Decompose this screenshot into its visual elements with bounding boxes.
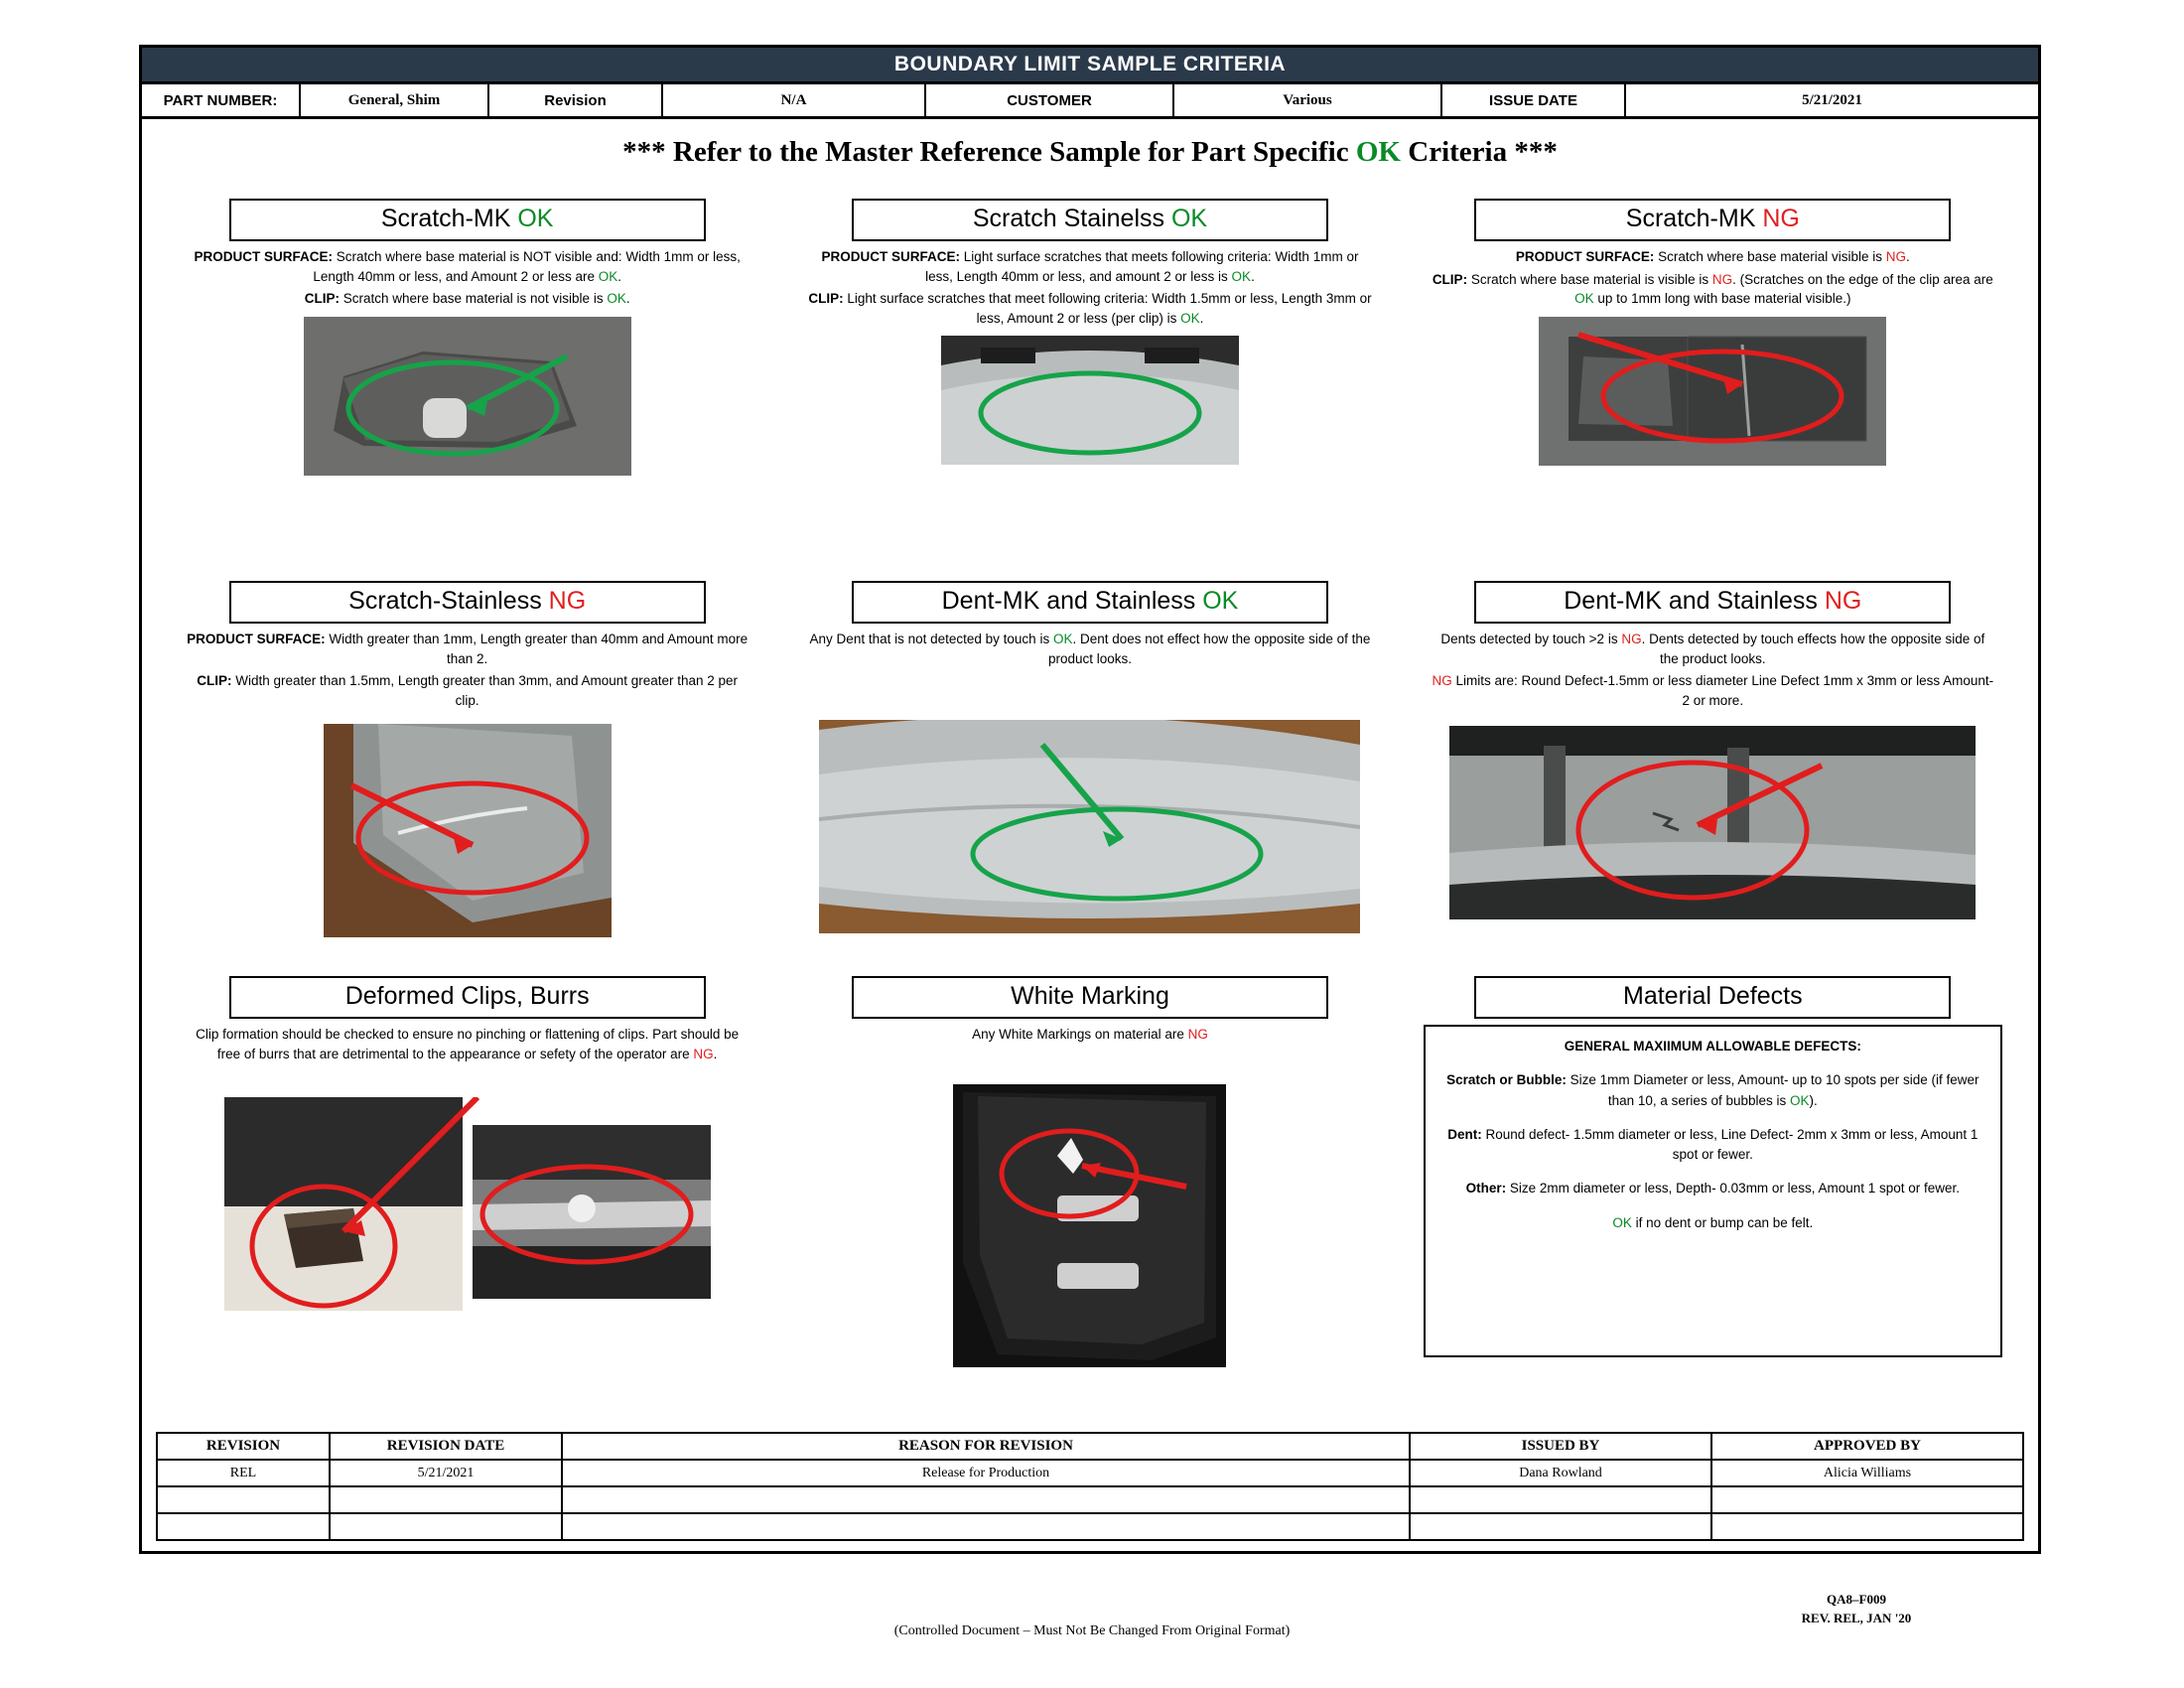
cell-issued-by [1410,1513,1711,1540]
photo-graphic [1449,726,1976,919]
panel-title [852,976,1328,1019]
panel-body [168,1025,766,1063]
criteria-line: Clip formation should be checked to ensure no pinching or flattening of clips. Part should be free of burrs that are detrimental to the appearance or sefety of the operator are NG. [196,1027,740,1061]
sample-photo-pair [224,1097,711,1311]
sample-photo [304,317,631,476]
master-reference-note [142,119,2038,183]
panel-title-status: OK [517,205,554,232]
criteria-line: Any White Markings on material are NG [972,1027,1208,1042]
panel-scratch-stainless-ng [156,581,778,976]
panel-title-status: NG [1824,587,1862,615]
part-number-value: General, Shim [301,84,489,116]
panel-title-status: NG [1762,205,1800,232]
panel-title [1474,976,1951,1019]
cell-revision [157,1513,330,1540]
header-info-row [142,84,2038,119]
table-row [157,1513,2023,1540]
form-number: QA8–F009 [1827,1592,1886,1607]
col-header-approved-by: APPROVED BY [1711,1433,2023,1460]
panel-deformed-clips-burrs [156,976,778,1413]
photo-graphic [938,1084,1241,1367]
panel-body [168,247,766,309]
material-defect-item: Other: Size 2mm diameter or less, Depth- 0.03mm or less, Amount 1 spot or fewer. [1465,1181,1961,1196]
panel-title [229,976,706,1019]
master-note-ok: OK [1355,136,1401,168]
photo-graphic [819,720,1360,933]
sample-photo [1539,317,1886,466]
master-note-post: Criteria *** [1401,136,1558,168]
criteria-line: PRODUCT SURFACE: Scratch where base material is NOT visible and: Width 1mm or less, Length 40mm or less, and Amount 2 or less are OK. [194,249,741,284]
material-defect-item: OK if no dent or bump can be felt. [1612,1214,1814,1230]
cell-revision: REL [157,1460,330,1486]
col-header-reason: REASON FOR REVISION [562,1433,1410,1460]
criteria-line: PRODUCT SURFACE: Scratch where base material visible is NG. [1515,249,1910,264]
material-defects-box [1424,1025,2002,1357]
panel-scratch-mk-ng [1402,199,2024,581]
material-defect-item: Dent: Round defect- 1.5mm diameter or less, Line Defect- 2mm x 3mm or less, Amount 1 spot or fewer. [1447,1126,1979,1162]
criteria-line: CLIP: Light surface scratches that meet following criteria: Width 1.5mm or less, Length 3mm or less, Amount 2 or less (per clip) is OK. [808,291,1372,326]
cell-reason [562,1486,1410,1513]
panel-title-status: OK [1170,205,1208,232]
sample-photo [941,336,1239,465]
panel-title-text: Dent-MK and Stainless [941,587,1203,615]
panel-title-text: Deformed Clips, Burrs [344,982,590,1010]
cell-issued-by: Dana Rowland [1410,1460,1711,1486]
cell-issued-by [1410,1486,1711,1513]
footer-form-info [1688,1591,2025,1628]
revision-label: Revision [489,84,663,116]
material-defect-item: Scratch or Bubble: Size 1mm Diameter or less, Amount- up to 10 spots per side (if fewer than 10, a series of bubbles is OK). [1446,1072,1979,1108]
col-header-issued-by: ISSUED BY [1410,1433,1711,1460]
customer-value: Various [1174,84,1442,116]
col-header-revision-date: REVISION DATE [330,1433,562,1460]
panel-title [1474,199,1951,241]
cell-revision-date: 5/21/2021 [330,1460,562,1486]
criteria-line: CLIP: Scratch where base material is visible is NG. (Scratches on the edge of the clip area are OK up to 1mm long with base material visible.) [1432,271,1993,307]
panel-material-defects [1402,976,2024,1413]
criteria-sheet [139,45,2041,1554]
issue-date-value: 5/21/2021 [1802,91,1862,108]
criteria-line: Dents detected by touch >2 is NG. Dents detected by touch effects how the opposite side of the product looks. [1440,632,1985,666]
customer-label: CUSTOMER [926,84,1174,116]
document-title-bar [142,48,2038,84]
photo-graphic [1539,317,1886,466]
table-row [157,1460,2023,1486]
material-defects-heading: GENERAL MAXIIMUM ALLOWABLE DEFECTS: [1564,1039,1861,1054]
part-number-label: PART NUMBER: [142,84,301,116]
panel-title [1474,581,1951,624]
criteria-line: CLIP: Scratch where base material is not visible is OK. [304,291,630,307]
table-row [157,1486,2023,1513]
photo-graphic [304,317,631,476]
criteria-line: Any Dent that is not detected by touch is OK. Dent does not effect how the opposite side of the product looks. [809,632,1371,666]
cell-approved-by: Alicia Williams [1711,1460,2023,1486]
photo-graphic [224,1097,711,1311]
cell-approved-by [1711,1513,2023,1540]
cell-revision [157,1486,330,1513]
col-header-revision: REVISION [157,1433,330,1460]
panel-body [790,630,1389,668]
panel-title-status: NG [548,587,587,615]
panel-title-text: Scratch-Stainless [348,587,549,615]
panel-title-text: Dent-MK and Stainless [1564,587,1825,615]
form-revision: REV. REL, JAN '20 [1801,1610,1912,1625]
panel-body [1414,247,2012,309]
panel-title-text: Scratch Stainelss [972,205,1171,232]
document-title: BOUNDARY LIMIT SAMPLE CRITERIA [893,53,1287,75]
criteria-line: PRODUCT SURFACE: Light surface scratches that meets following criteria: Width 1mm or less, Length 40mm or less, and amount 2 or less is OK. [821,249,1359,284]
panel-title [229,581,706,624]
issue-date-label: ISSUE DATE [1442,84,1626,116]
cell-reason: Release for Production [562,1460,1410,1486]
panel-body [790,1025,1389,1045]
cell-revision-date [330,1486,562,1513]
panel-body [790,247,1389,328]
sample-photo [819,720,1360,933]
panel-title-text: Scratch-MK [1625,205,1763,232]
criteria-line: NG Limits are: Round Defect-1.5mm or less diameter Line Defect 1mm x 3mm or less Amount- 2 or more. [1432,673,1994,708]
footer-controlled-document-note: (Controlled Document – Must Not Be Changed From Original Format) [893,1623,1291,1638]
panel-white-marking [778,976,1401,1413]
panel-title [852,199,1328,241]
table-header-row [157,1433,2023,1460]
criteria-line: PRODUCT SURFACE: Width greater than 1mm, Length greater than 40mm and Amount more than 2. [187,632,749,666]
panel-body [168,630,766,710]
sample-photo [324,724,612,937]
panel-body [1414,630,2012,710]
criteria-grid [142,199,2038,1455]
cell-approved-by [1711,1486,2023,1513]
panel-title-text: White Marking [1011,982,1169,1010]
revision-table [156,1432,2024,1541]
panel-title [229,199,706,241]
sample-photo [938,1084,1241,1367]
master-note-pre: *** Refer to the Master Reference Sample for Part Specific [622,136,1356,168]
panel-dent-ng [1402,581,2024,976]
panel-dent-ok [778,581,1401,976]
panel-scratch-mk-ok [156,199,778,581]
panel-scratch-stainless-ok [778,199,1401,581]
photo-graphic [324,724,612,937]
photo-graphic [941,336,1239,465]
criteria-line: CLIP: Width greater than 1.5mm, Length greater than 3mm, and Amount greater than 2 per clip. [197,673,739,708]
revision-value: N/A [663,84,926,116]
panel-title-status: OK [1202,587,1239,615]
cell-revision-date [330,1513,562,1540]
cell-reason [562,1513,1410,1540]
panel-title-text: Material Defects [1623,982,1803,1010]
panel-title-text: Scratch-MK [380,205,518,232]
panel-title [852,581,1328,624]
sample-photo [1449,726,1976,919]
